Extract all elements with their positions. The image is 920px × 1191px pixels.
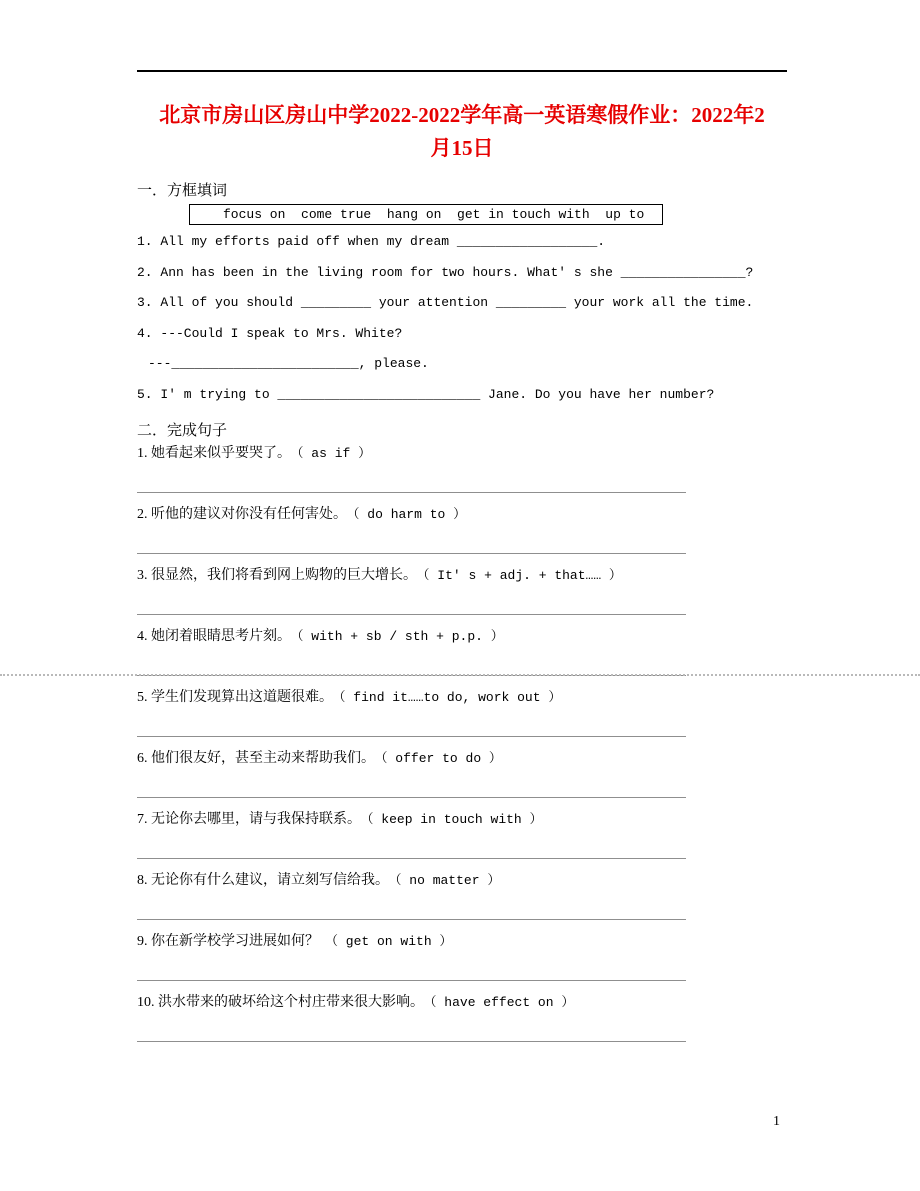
pattern-hint: （ as if ）: [297, 446, 372, 461]
question-text: [137, 690, 793, 706]
pattern-hint: （ have effect on ）: [430, 995, 575, 1010]
answer-line: [137, 614, 686, 615]
question-text: [137, 507, 793, 523]
question-chinese: 2. 听他的建议对你没有任何害处。: [137, 507, 347, 522]
sentence-item-6: [137, 751, 793, 798]
section2-heading: 二．完成句子: [137, 423, 228, 439]
question-text: [137, 934, 793, 950]
sentence-item-2: [137, 507, 793, 554]
fill-blank-item-1: 1. All my efforts paid off when my dream __________________.: [137, 234, 606, 249]
pattern-hint: （ find it……to do, work out ）: [339, 690, 562, 705]
sentence-item-4: [137, 629, 793, 676]
sentence-item-1: [137, 446, 793, 493]
pattern-hint: （ keep in touch with ）: [367, 812, 543, 827]
document-title-line1: 北京市房山区房山中学2022-2022学年高一英语寒假作业：2022年2: [159, 103, 765, 127]
question-text: [137, 751, 793, 767]
answer-line: [137, 858, 686, 859]
word-bank-box: focus on come true hang on get in touch with up to: [189, 204, 663, 225]
question-chinese: 8. 无论你有什么建议，请立刻写信给我。: [137, 873, 389, 888]
answer-line: [137, 736, 686, 737]
document-title-line2: 月15日: [430, 136, 494, 160]
question-chinese: 7. 无论你去哪里，请与我保持联系。: [137, 812, 361, 827]
sentence-item-3: [137, 568, 793, 615]
fill-blank-item-4: 4. ---Could I speak to Mrs. White?: [137, 325, 403, 341]
pattern-hint: （ offer to do ）: [381, 751, 502, 766]
question-chinese: 9. 你在新学校学习进展如何？: [137, 934, 319, 949]
pattern-hint: （ It' s + adj. + that…… ）: [423, 568, 622, 583]
document-content: [137, 182, 793, 1056]
question-text: [137, 873, 793, 889]
page-break-divider: [0, 674, 920, 676]
sentence-item-10: [137, 995, 793, 1042]
question-text: [137, 446, 793, 462]
answer-line: [137, 980, 686, 981]
question-chinese: 10. 洪水带来的破坏给这个村庄带来很大影响。: [137, 995, 424, 1010]
pattern-hint: （ no matter ）: [395, 873, 501, 888]
question-chinese: 3. 很显然，我们将看到网上购物的巨大增长。: [137, 568, 417, 583]
question-chinese: 4. 她闭着眼睛思考片刻。: [137, 629, 291, 644]
header-rule: [137, 70, 787, 72]
document-title: [133, 99, 791, 165]
pattern-hint: （ with + sb / sth + p.p. ）: [297, 629, 504, 644]
fill-blank-item-3: 3. All of you should _________ your attention _________ your work all the time.: [137, 295, 754, 310]
fill-blank-item-2: 2. Ann has been in the living room for two hours. What' s she ________________?: [137, 264, 754, 280]
question-text: [137, 812, 793, 828]
question-chinese: 5. 学生们发现算出这道题很难。: [137, 690, 333, 705]
question-text: [137, 629, 793, 645]
fill-blank-item-4-reply: ---________________________, please.: [148, 356, 429, 371]
sentence-item-9: [137, 934, 793, 981]
page-number: 1: [773, 1114, 780, 1129]
question-text: [137, 995, 793, 1011]
question-text: [137, 568, 793, 584]
answer-line: [137, 797, 686, 798]
sentence-item-7: [137, 812, 793, 859]
answer-line: [137, 919, 686, 920]
answer-line: [137, 553, 686, 554]
pattern-hint: （ do harm to ）: [353, 507, 467, 522]
sentence-item-8: [137, 873, 793, 920]
fill-blank-item-5: 5. I' m trying to __________________________ Jane. Do you have her number?: [137, 386, 715, 402]
question-chinese: 1. 她看起来似乎要哭了。: [137, 446, 291, 461]
sentence-item-5: [137, 690, 793, 737]
answer-line: [137, 492, 686, 493]
pattern-hint: （ get on with ）: [325, 934, 453, 949]
question-chinese: 6. 他们很友好，甚至主动来帮助我们。: [137, 751, 375, 766]
section1-heading: 一．方框填词: [137, 183, 228, 199]
answer-line: [137, 1041, 686, 1042]
